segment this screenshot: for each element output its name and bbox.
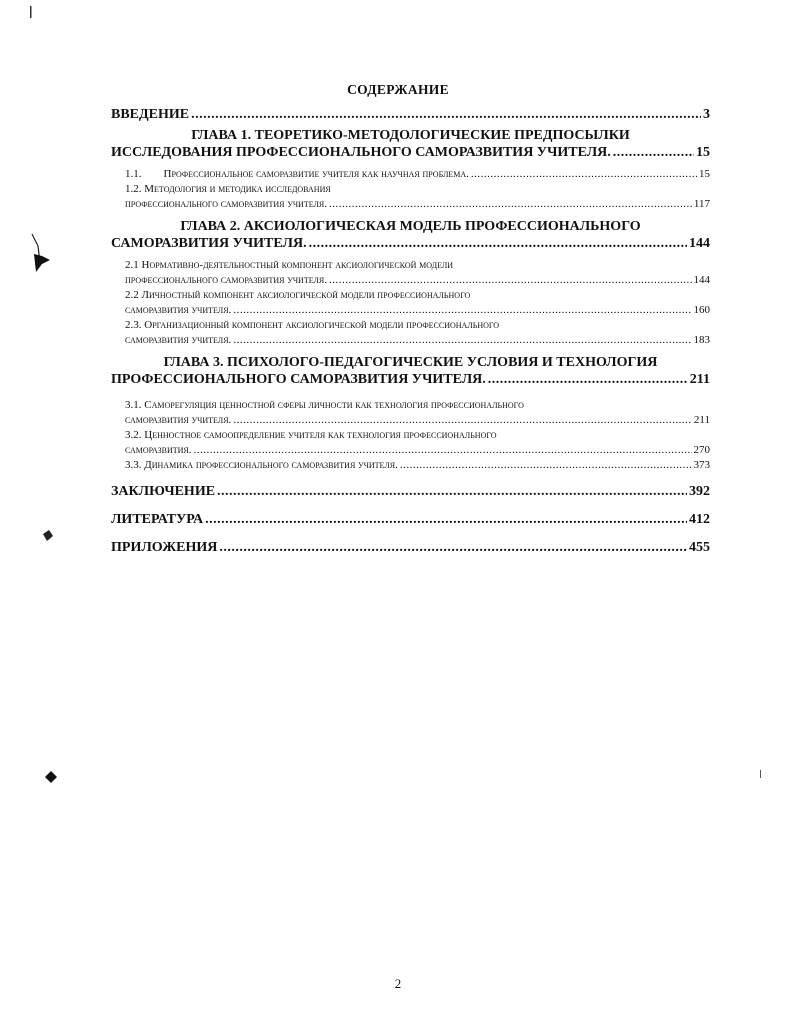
toc-entry-appendix[interactable] xyxy=(111,539,710,556)
toc-section-3-3[interactable] xyxy=(111,458,710,473)
dot-leader xyxy=(219,539,687,556)
toc-label: 3.2. Ценностное самоопределение учителя как технология профессионального xyxy=(125,429,497,441)
toc-page-number: 211 xyxy=(689,372,710,387)
toc-label: ЛИТЕРАТУРА xyxy=(111,512,204,527)
toc-label: Профессиональное саморазвитие учителя как научная проблема. xyxy=(163,168,469,180)
toc-page-number: 373 xyxy=(693,459,710,471)
toc-label: саморазвития учителя. xyxy=(125,334,232,346)
toc-page-number: 3 xyxy=(703,107,710,122)
toc-page-number: 392 xyxy=(689,484,710,499)
toc-label: ПРИЛОЖЕНИЯ xyxy=(111,540,218,555)
scan-artifact-star-mark xyxy=(40,528,56,544)
toc-section-1-1[interactable] xyxy=(111,167,710,182)
toc-section-1-2[interactable] xyxy=(111,182,710,212)
toc-label-row xyxy=(111,333,710,348)
toc-page-number: 183 xyxy=(693,334,710,346)
toc-label: саморазвития учителя. xyxy=(125,304,232,316)
toc-page-number: 117 xyxy=(693,198,710,210)
scan-artifact-right-edge xyxy=(758,770,788,830)
toc-label: 2.1 Нормативно-деятельностный компонент аксиологической модели xyxy=(125,259,454,271)
toc-page-number: 144 xyxy=(689,236,710,251)
toc-label: профессионального саморазвития учителя. xyxy=(125,274,328,286)
toc-section-2-1[interactable] xyxy=(111,258,710,288)
toc-entry-intro[interactable] xyxy=(111,106,710,123)
toc-page-number: 160 xyxy=(693,304,710,316)
chapter-heading-line: САМОРАЗВИТИЯ УЧИТЕЛЯ. xyxy=(111,236,307,251)
toc-chapter-3[interactable] xyxy=(111,354,710,388)
toc-label: 2.3. Организационный компонент аксиологической модели профессионального xyxy=(125,319,500,331)
toc-label-row xyxy=(111,273,710,288)
toc-label: профессионального саморазвития учителя. xyxy=(125,198,328,210)
toc-entry-conclusion[interactable] xyxy=(111,483,710,500)
chapter-heading-row xyxy=(111,371,710,388)
toc-title: СОДЕРЖАНИЕ xyxy=(347,82,449,97)
chapter-heading-line: ГЛАВА 1. ТЕОРЕТИКО-МЕТОДОЛОГИЧЕСКИЕ ПРЕДПОСЫЛКИ xyxy=(191,128,630,143)
dot-leader xyxy=(329,273,691,288)
dot-leader xyxy=(400,458,692,473)
toc-page-number: 144 xyxy=(693,274,710,286)
chapter-heading-row xyxy=(111,144,710,161)
dot-leader xyxy=(193,443,691,458)
toc-label: 2.2 Личностный компонент аксиологической модели профессионального xyxy=(125,289,471,301)
scan-artifact-dot xyxy=(44,770,58,784)
chapter-heading-line: ПРОФЕССИОНАЛЬНОГО САМОРАЗВИТИЯ УЧИТЕЛЯ. xyxy=(111,372,486,387)
toc-label: саморазвития учителя. xyxy=(125,414,232,426)
toc-section-3-2[interactable] xyxy=(111,428,710,458)
toc-label: ЗАКЛЮЧЕНИЕ xyxy=(111,484,216,499)
dot-leader xyxy=(471,167,697,182)
dot-leader xyxy=(191,106,701,123)
table-of-contents xyxy=(111,106,710,556)
toc-section-3-1[interactable] xyxy=(111,398,710,428)
dot-leader xyxy=(217,483,687,500)
chapter-heading-line: ГЛАВА 3. ПСИХОЛОГО-ПЕДАГОГИЧЕСКИЕ УСЛОВИЯ И ТЕХНОЛОГИЯ xyxy=(163,355,658,370)
toc-page-number: 270 xyxy=(693,444,710,456)
toc-label-row xyxy=(111,303,710,318)
toc-page-number: 412 xyxy=(689,512,710,527)
scan-artifact-top-left xyxy=(26,6,36,20)
dot-leader xyxy=(233,413,692,428)
toc-section-2-2[interactable] xyxy=(111,288,710,318)
dot-leader xyxy=(233,303,691,318)
toc-chapter-2[interactable] xyxy=(111,218,710,252)
section-number: 1.1. xyxy=(125,168,142,180)
scan-artifact-margin-mark xyxy=(28,232,58,282)
toc-section-2-3[interactable] xyxy=(111,318,710,348)
toc-page-number: 15 xyxy=(696,145,710,160)
toc-label-row xyxy=(111,413,710,428)
toc-label: 3.3. Динамика профессионального саморазвития учителя. xyxy=(125,459,398,471)
chapter-heading-row xyxy=(111,235,710,252)
dot-leader xyxy=(329,197,692,212)
toc-entry-literature[interactable] xyxy=(111,511,710,528)
toc-page-number: 211 xyxy=(693,414,710,426)
chapter-heading-line: ГЛАВА 2. АКСИОЛОГИЧЕСКАЯ МОДЕЛЬ ПРОФЕССИОНАЛЬНОГО xyxy=(180,219,641,234)
toc-page-number: 455 xyxy=(689,540,710,555)
dot-leader xyxy=(205,511,687,528)
toc-page-number: 15 xyxy=(699,168,710,180)
toc-label: саморазвития. xyxy=(125,444,192,456)
page-number: 2 xyxy=(394,976,402,991)
toc-label: 3.1. Саморегуляция ценностной сферы личности как технология профессионального xyxy=(125,399,524,411)
toc-label: ВВЕДЕНИЕ xyxy=(111,107,190,122)
chapter-heading-line: ИССЛЕДОВАНИЯ ПРОФЕССИОНАЛЬНОГО САМОРАЗВИТИЯ УЧИТЕЛЯ. xyxy=(111,145,611,160)
toc-label: 1.2. Методология и методика исследования xyxy=(125,183,331,195)
dot-leader xyxy=(613,144,694,161)
dot-leader xyxy=(309,235,687,252)
toc-chapter-1[interactable] xyxy=(111,127,710,161)
dot-leader xyxy=(488,371,688,388)
dot-leader xyxy=(233,333,691,348)
toc-label-row xyxy=(111,197,710,212)
toc-label-row xyxy=(111,443,710,458)
